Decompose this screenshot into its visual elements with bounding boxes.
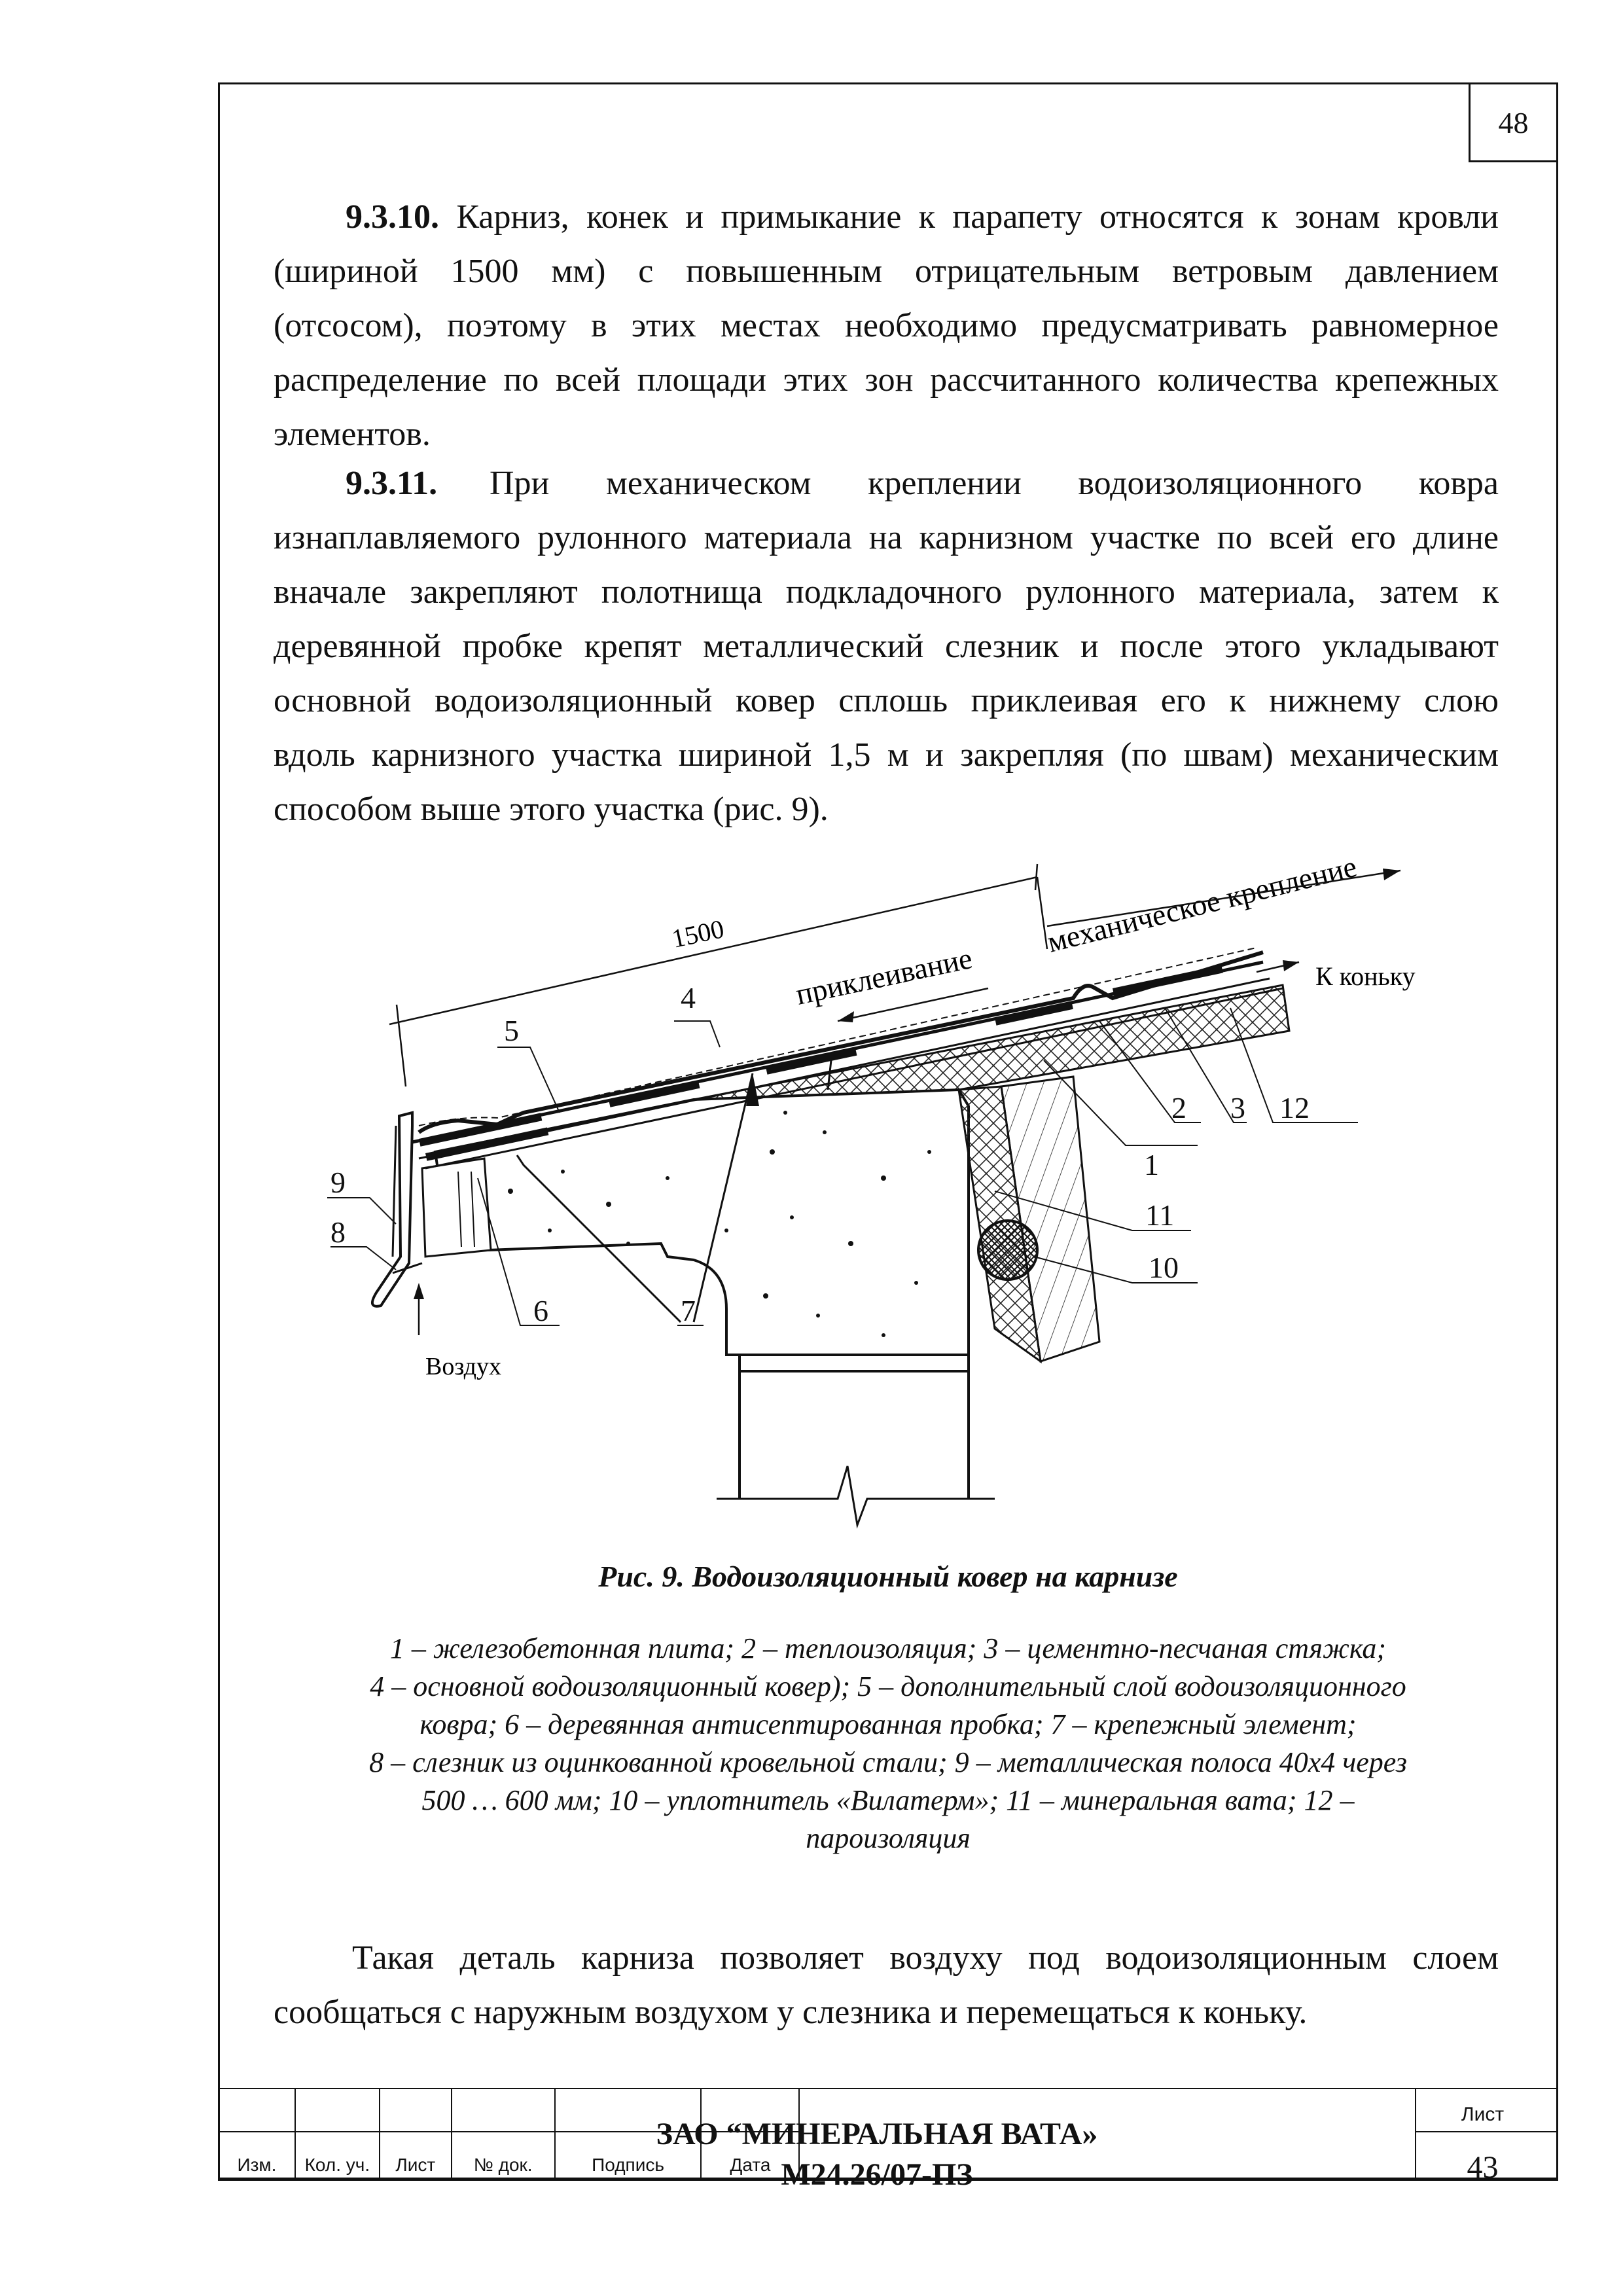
document-code: М24.26/07-ПЗ — [781, 2157, 973, 2192]
eaves-detail-drawing — [218, 844, 1558, 1551]
callout-12: 12 — [1279, 1091, 1310, 1124]
text-line-content: При механическом креплении водоизоляционного ковра — [489, 465, 1499, 502]
col-date: Дата — [701, 2132, 799, 2180]
legend-line: пароизоляция — [806, 1822, 971, 1854]
legend-line: 1 – железобетонная плита; 2 – теплоизоляция; 3 – цементно-песчаная стяжка; — [389, 1632, 1387, 1664]
paragraph-closing — [274, 1931, 1499, 2039]
mechanical-arrow — [1047, 870, 1400, 926]
col-list: Лист — [380, 2132, 452, 2180]
col-izm: Изм. — [219, 2132, 295, 2180]
text-line — [274, 190, 1499, 244]
text-line: вдоль карнизного участка шириной 1,5 м и закрепляя (по швам) механическим — [274, 736, 1499, 774]
text-line: элементов. — [274, 416, 431, 453]
figure-title: Рис. 9. Водоизоляционный ковер на карнизе — [598, 1560, 1178, 1593]
text-line: деревянной пробке крепят металлический слезник и после этого укладывают — [274, 628, 1499, 665]
text-line: способом выше этого участка (рис. 9). — [274, 791, 829, 828]
clause-number: 9.3.10. — [346, 198, 439, 236]
callout-6: 6 — [533, 1294, 548, 1327]
callout-11: 11 — [1145, 1198, 1175, 1232]
callout-3: 3 — [1230, 1091, 1245, 1124]
drip-edge — [372, 1113, 412, 1306]
text-line: (шириной 1500 мм) с повышенным отрицательным ветровым давлением — [274, 253, 1499, 290]
text-line-content: Карниз, конек и примыкание к парапету относятся к зонам кровли — [456, 198, 1499, 236]
text-line: сообщаться с наружным воздухом у слезника и перемещаться к коньку. — [274, 1994, 1308, 2031]
text-line: вначале закрепляют полотнища подкладочного рулонного материала, затем к — [274, 573, 1499, 611]
callout-2: 2 — [1171, 1091, 1186, 1124]
callout-1: 1 — [1144, 1148, 1159, 1181]
vilaterm-seal — [978, 1221, 1037, 1280]
text-line: распределение по всей площади этих зон рассчитанного количества крепежных — [274, 361, 1499, 399]
text-line: (отсосом), поэтому в этих местах необходимо предусматривать равномерное — [274, 307, 1499, 344]
callout-9: 9 — [330, 1166, 346, 1199]
mechanical-fastening-label: механическое крепление — [1044, 849, 1360, 959]
legend-line: ковра; 6 – деревянная антисептированная пробка; 7 – крепежный элемент; — [419, 1708, 1357, 1740]
paragraph-9-3-10 — [274, 190, 1499, 461]
text-line: Такая деталь карниза позволяет воздуху под водоизоляционным слоем — [352, 1939, 1499, 1977]
concrete-slab — [435, 1090, 969, 1355]
break-line — [717, 1466, 995, 1525]
callout-5: 5 — [504, 1014, 519, 1047]
sheet-number: 43 — [1467, 2150, 1499, 2185]
col-signature: Подпись — [555, 2132, 702, 2180]
legend-line: 4 – основной водоизоляционный ковер); 5 – дополнительный слой водоизоляционного — [370, 1670, 1406, 1702]
text-line: изнаплавляемого рулонного материала на карнизном участке по всей его длине — [274, 519, 1499, 556]
callout-4: 4 — [681, 981, 696, 1014]
callout-8: 8 — [330, 1215, 346, 1249]
clause-number: 9.3.11. — [346, 465, 438, 502]
callout-10: 10 — [1149, 1251, 1179, 1284]
text-line: основной водоизоляционный ковер сплошь приклеивая его к нижнему слою — [274, 682, 1499, 719]
air-label: Воздух — [425, 1353, 502, 1380]
paragraph-9-3-11 — [274, 456, 1499, 836]
callout-7: 7 — [681, 1294, 696, 1327]
page-number-box — [1469, 82, 1558, 162]
text-line — [274, 456, 1499, 511]
page-number: 48 — [1498, 105, 1529, 139]
legend-line: 8 – слезник из оцинкованной кровельной стали; 9 – металлическая полоса 40х4 через — [369, 1746, 1407, 1778]
organization-name: ЗАО “МИНЕРАЛЬНАЯ ВАТА» — [656, 2117, 1098, 2151]
wall — [740, 1355, 969, 1499]
metal-strip — [393, 1126, 396, 1257]
legend-line: 500 … 600 мм; 10 – уплотнитель «Вилатерм»; 11 – минеральная вата; 12 – — [421, 1784, 1355, 1816]
dimension-1500-label: 1500 — [669, 914, 727, 954]
document-designation — [576, 2114, 1178, 2195]
gluing-label: приклеивание — [793, 941, 975, 1011]
col-kol-uch: Кол. уч. — [295, 2132, 380, 2180]
ridge-label: К коньку — [1315, 961, 1416, 991]
col-doc-number: № док. — [452, 2132, 555, 2180]
sheet-label: Лист — [1461, 2104, 1505, 2125]
wooden-plug — [422, 1158, 491, 1257]
figure-legend — [218, 1630, 1558, 1857]
